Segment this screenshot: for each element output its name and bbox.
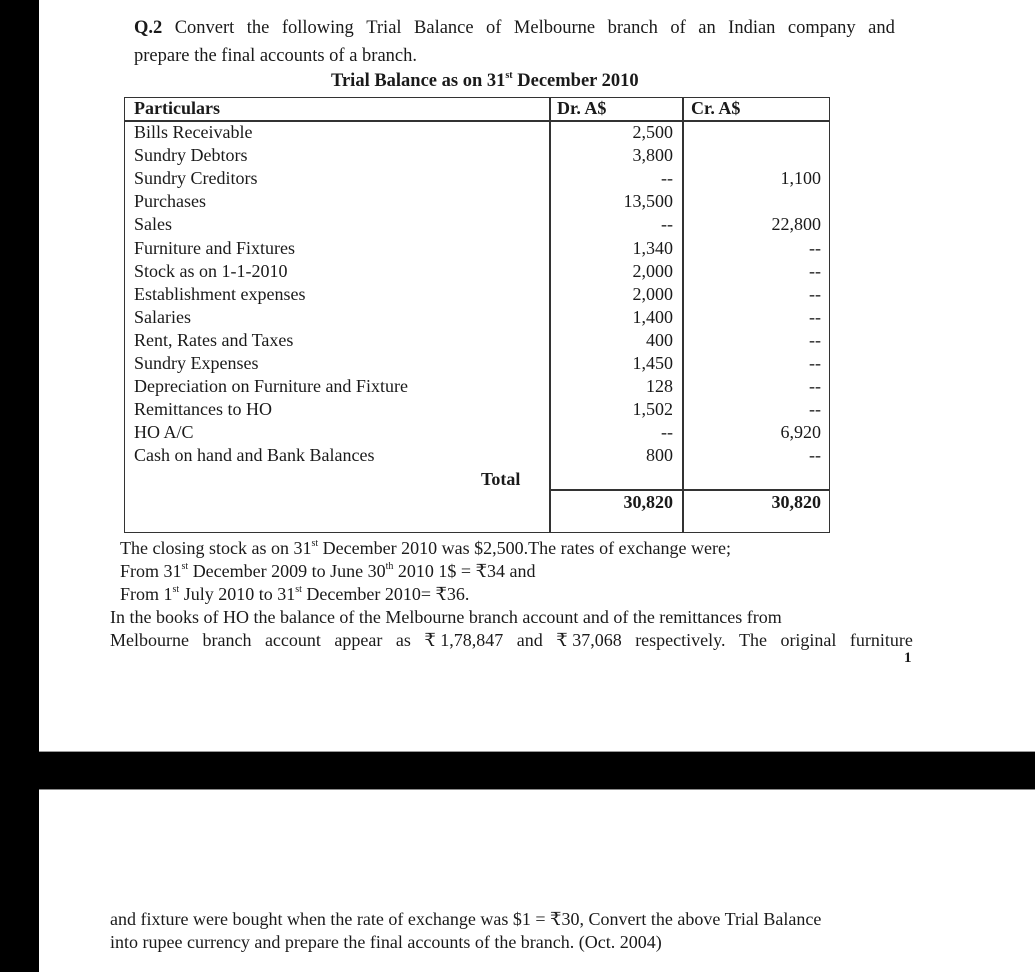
closing-stock-note: The closing stock as on 31st December 2010 was $2,500.The rates of exchange were; (120, 538, 731, 558)
row-dr-amount: 1,450 (632, 353, 673, 373)
question-word: following (281, 18, 354, 38)
row-particular: Purchases (134, 191, 206, 212)
row-cr-amount: -- (809, 399, 821, 420)
row-dr-amount: 800 (646, 445, 673, 466)
row-cr-amount: -- (809, 445, 821, 466)
row-cr-amount: 22,800 (771, 214, 821, 235)
question-word: an (698, 18, 716, 38)
row-cr-amount: -- (809, 237, 821, 258)
question-line-1 (134, 17, 895, 39)
row-dr-amount: 1,340 (632, 237, 673, 258)
ho-line-word: and (516, 630, 543, 650)
row-dr-amount: 400 (646, 329, 673, 350)
ho-line-word: account (264, 630, 321, 650)
row-cr-amount: -- (809, 329, 821, 350)
ho-line-word: original (780, 630, 837, 650)
row-particular: Furniture and Fixtures (134, 237, 295, 258)
row-dr-amount: 1,400 (632, 306, 673, 327)
row-particular: Establishment expenses (134, 283, 306, 304)
row-dr-amount: 2,500 (632, 122, 673, 142)
total-cr: 30,820 (771, 492, 821, 512)
row-particular: Rent, Rates and Taxes (134, 329, 294, 350)
row-dr-amount: -- (661, 168, 673, 189)
header-dr: Dr. A$ (557, 98, 607, 118)
row-particular: HO A/C (134, 422, 194, 443)
row-cr-amount: 1,100 (780, 168, 821, 189)
row-dr-amount: 128 (646, 376, 673, 397)
row-cr-amount: -- (809, 353, 821, 373)
row-dr-amount: 2,000 (632, 283, 673, 304)
row-dr-amount: 3,800 (632, 145, 673, 166)
ho-line-word: ₹ 1,78,847 (424, 630, 504, 650)
header-particulars: Particulars (134, 98, 220, 118)
ho-line-word: The (738, 630, 767, 650)
question-word: of (486, 18, 502, 38)
row-particular: Sales (134, 214, 172, 235)
left-black-margin (0, 0, 39, 972)
total-dr: 30,820 (623, 492, 673, 512)
ho-balance-line-2 (110, 629, 913, 652)
question-word: Melbourne (513, 18, 596, 38)
question-word: company (787, 18, 856, 38)
question-word: Trial (366, 18, 402, 38)
question-word: and (868, 18, 895, 38)
ho-line-word: respectively. (635, 630, 726, 650)
ho-line-word: branch (202, 630, 252, 650)
page-gap-edge (39, 789, 1035, 790)
question-word: the (246, 18, 270, 38)
row-cr-amount: 6,920 (780, 422, 821, 443)
row-cr-amount: -- (809, 260, 821, 281)
ho-line-word: ₹ 37,068 (556, 630, 622, 650)
row-particular: Sundry Creditors (134, 168, 258, 189)
row-dr-amount: -- (661, 422, 673, 443)
page-number: 1 (904, 650, 912, 666)
row-dr-amount: 1,502 (632, 399, 673, 420)
ho-line-word: Melbourne (110, 630, 189, 650)
question-number: Q.2 (134, 18, 163, 38)
question-word: Balance (414, 18, 474, 38)
row-dr-amount: -- (661, 214, 673, 235)
continuation-line-1: and fixture were bought when the rate of exchange was $1 = ₹30, Convert the above Trial Balance (110, 909, 822, 929)
page-separator-band (0, 752, 1035, 789)
ho-line-word: furniture (849, 630, 913, 650)
row-particular: Sundry Expenses (134, 353, 259, 373)
trial-balance-table (124, 97, 830, 533)
question-word: Convert (174, 18, 235, 38)
row-particular: Remittances to HO (134, 399, 272, 420)
question-word: of (670, 18, 686, 38)
row-cr-amount: -- (809, 283, 821, 304)
row-cr-amount: -- (809, 306, 821, 327)
row-particular: Sundry Debtors (134, 145, 248, 166)
exchange-rate-2: From 1st July 2010 to 31st December 2010= ₹36. (120, 584, 470, 604)
total-label: Total (481, 469, 521, 489)
exchange-rate-1: From 31st December 2009 to June 30th 2010 1$ = ₹34 and (120, 561, 536, 581)
row-particular: Cash on hand and Bank Balances (134, 445, 375, 466)
row-cr-amount: -- (809, 376, 821, 397)
header-cr: Cr. A$ (691, 98, 741, 118)
row-particular: Stock as on 1-1-2010 (134, 260, 288, 281)
row-dr-amount: 2,000 (632, 260, 673, 281)
trial-balance-title: Trial Balance as on 31st December 2010 (331, 70, 639, 91)
row-particular: Depreciation on Furniture and Fixture (134, 376, 408, 397)
ho-balance-line-1: In the books of HO the balance of the Melbourne branch account and of the remittances from (110, 607, 782, 627)
row-dr-amount: 13,500 (623, 191, 673, 212)
ho-line-word: appear (334, 630, 383, 650)
question-line-2: prepare the final accounts of a branch. (134, 46, 418, 66)
continuation-line-2: into rupee currency and prepare the final accounts of the branch. (Oct. 2004) (110, 932, 662, 952)
ho-line-word: as (395, 630, 411, 650)
question-word: branch (607, 18, 658, 38)
question-word: Indian (728, 18, 776, 38)
row-particular: Salaries (134, 306, 191, 327)
row-particular: Bills Receivable (134, 122, 253, 142)
